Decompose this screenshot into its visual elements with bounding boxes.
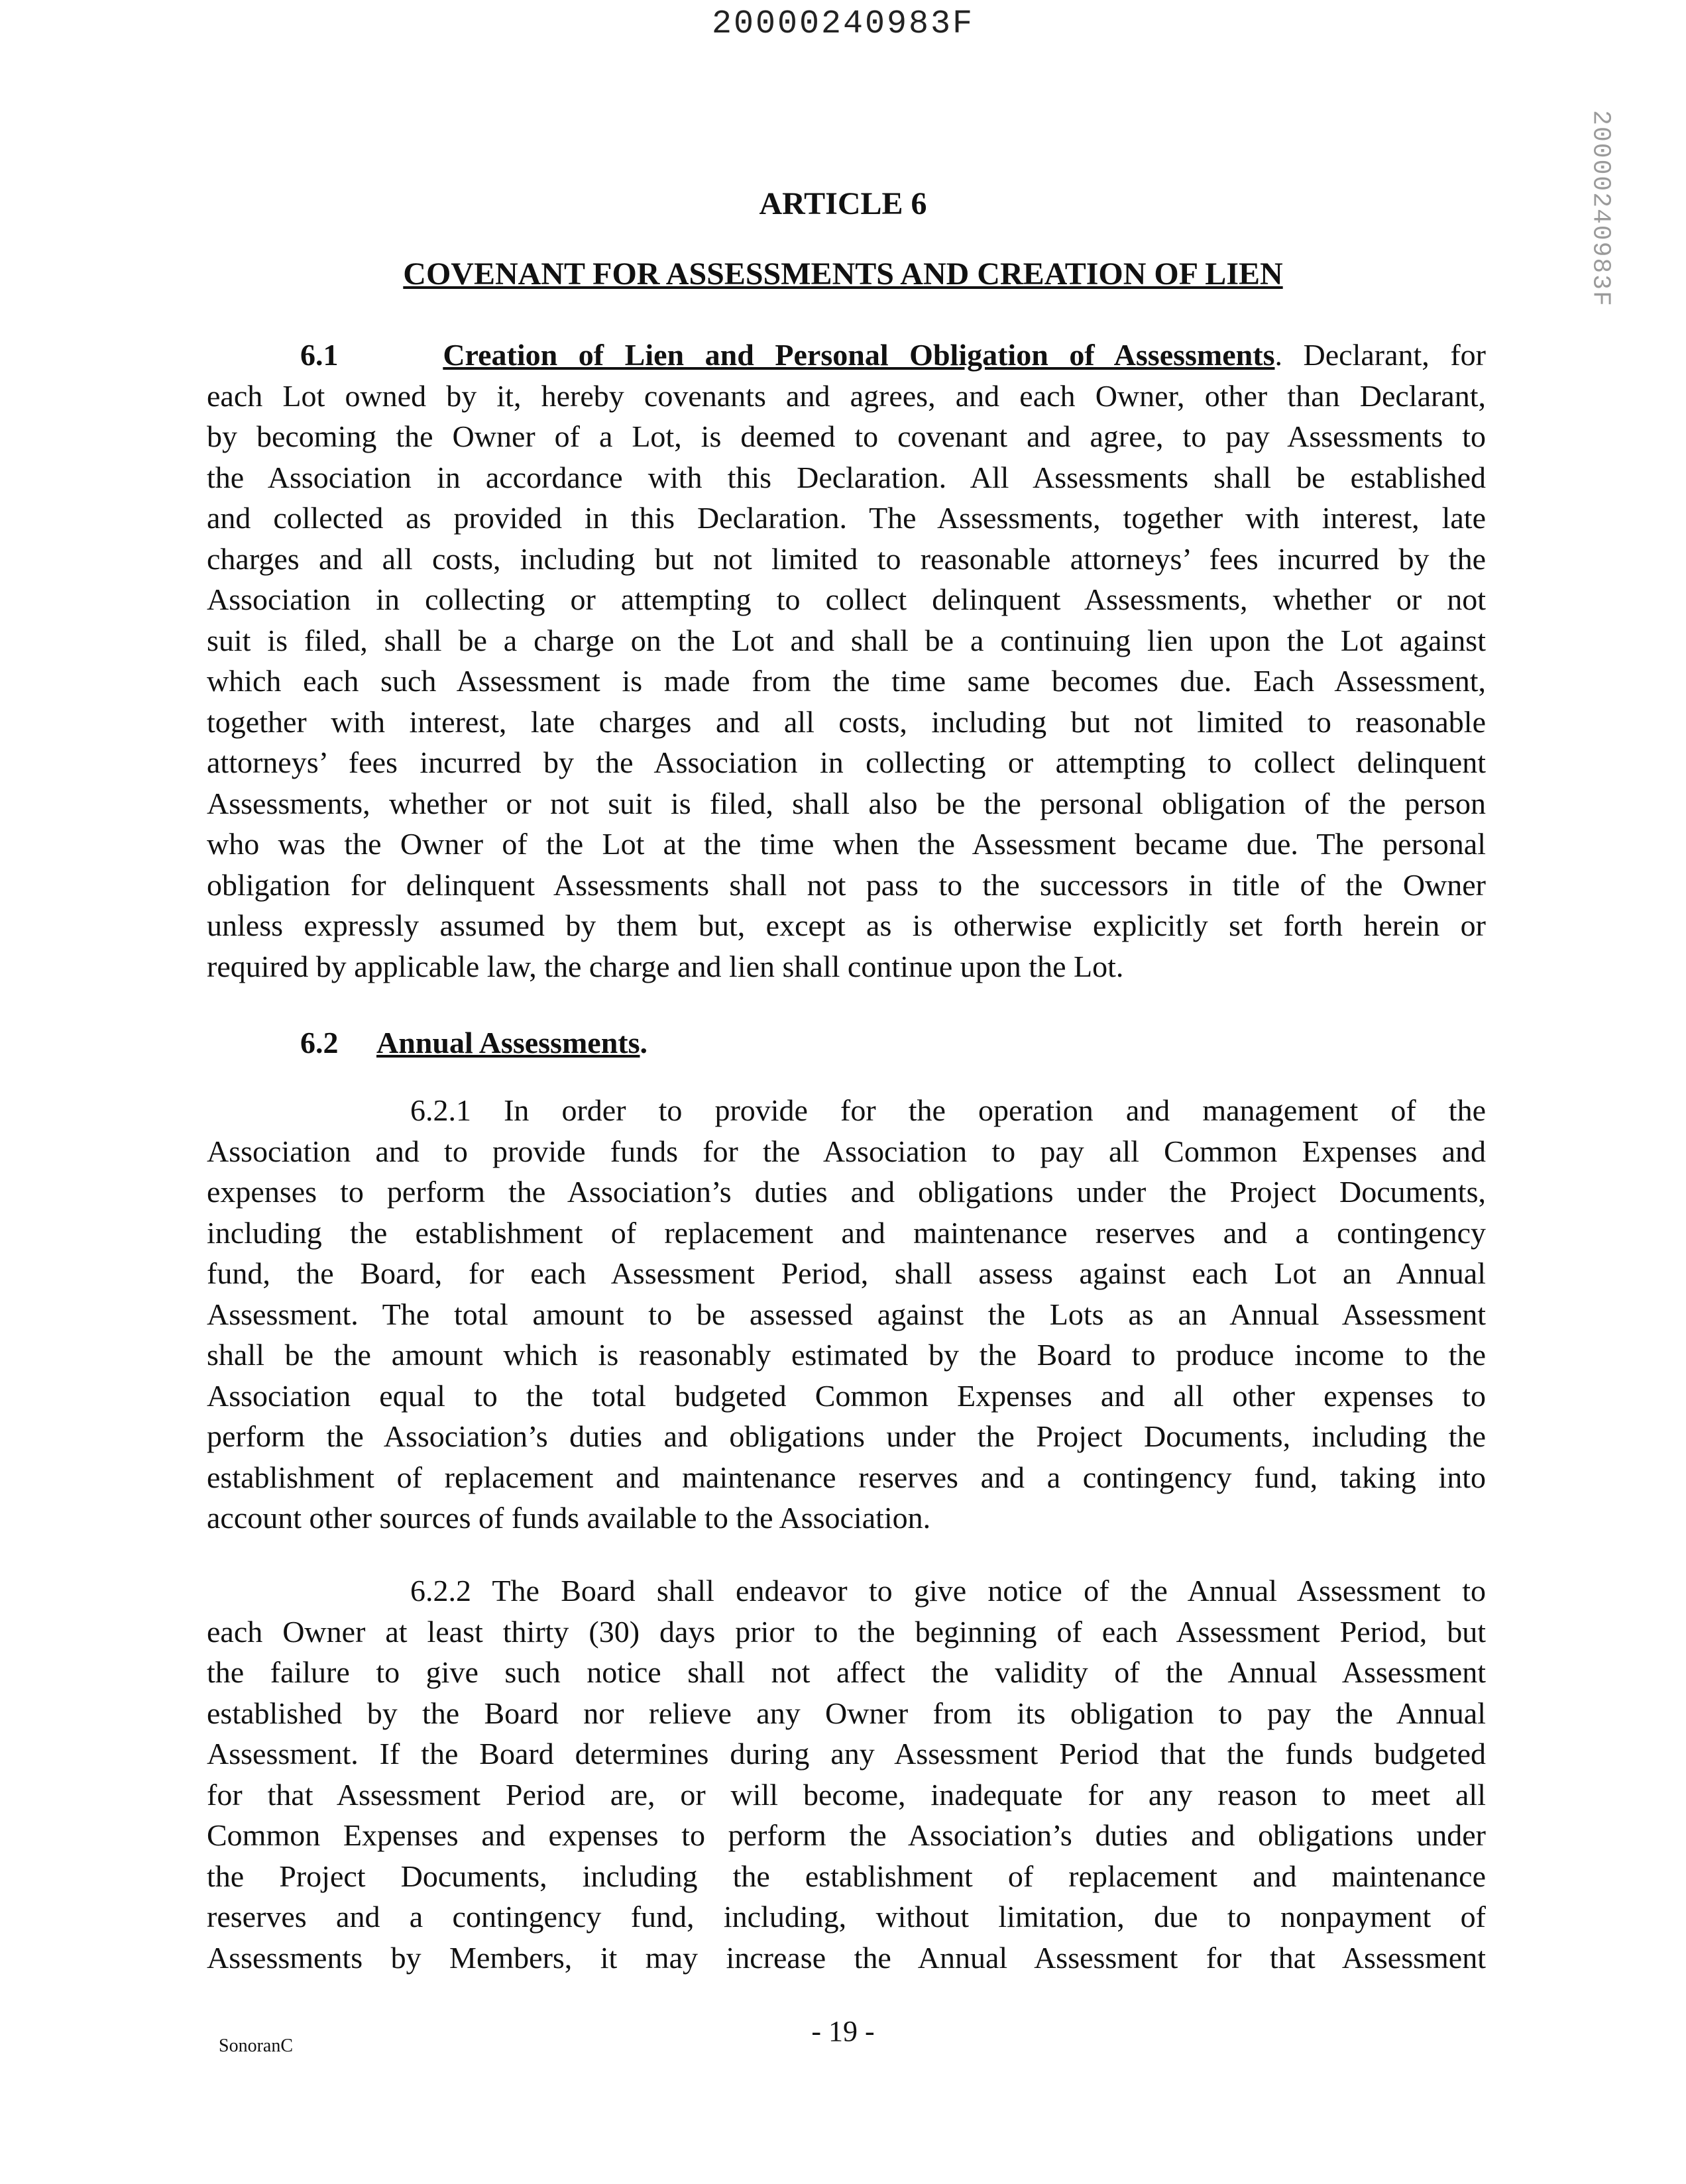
text-line: Assessments, whether or not suit is filed, shall also be the personal obligation of the person: [207, 786, 1486, 820]
text-line: for that Assessment Period are, or will become, inadequate for any reason to meet all: [207, 1777, 1486, 1812]
text-line: Association and to provide funds for the Association to pay all Common Expenses and: [207, 1134, 1486, 1168]
text-line: reserves and a contingency fund, including, without limitation, due to nonpayment of: [207, 1900, 1486, 1934]
text-line: the Project Documents, including the establishment of replacement and maintenance: [207, 1859, 1486, 1893]
text-line: 6.2.1 In order to provide for the operation and management of the: [410, 1093, 1486, 1127]
text-line: account other sources of funds available to the Association.: [207, 1501, 931, 1535]
document-number: 20000240983F: [711, 5, 975, 43]
text-line: together with interest, late charges and all costs, including but not limited to reasonable: [207, 704, 1486, 739]
text-line: which each such Assessment is made from the time same becomes due. Each Assessment,: [207, 664, 1486, 698]
text-line: Association in collecting or attempting to collect delinquent Assessments, whether or not: [207, 582, 1486, 616]
text-line: the failure to give such notice shall not affect the validity of the Annual Assessment: [207, 1655, 1486, 1689]
text-line: Assessments by Members, it may increase the Annual Assessment for that Assessment: [207, 1940, 1486, 1975]
text-line: Association equal to the total budgeted Common Expenses and all other expenses to: [207, 1378, 1486, 1413]
article-subtitle: COVENANT FOR ASSESSMENTS AND CREATION OF LIEN: [403, 256, 1283, 292]
text-line: Common Expenses and expenses to perform the Association’s duties and obligations under: [207, 1818, 1486, 1852]
section-6-1-heading-line: 6.1 Creation of Lien and Personal Obligation of Assessments. Declarant, for: [300, 338, 1486, 372]
text-line: perform the Association’s duties and obligations under the Project Documents, including the: [207, 1419, 1486, 1453]
section-6-2-1: [207, 1090, 1486, 1539]
text-line: shall be the amount which is reasonably estimated by the Board to produce income to the: [207, 1338, 1486, 1372]
text-line: suit is filed, shall be a charge on the Lot and shall be a continuing lien upon the Lot against: [207, 623, 1486, 657]
text-line: each Owner at least thirty (30) days prior to the beginning of each Assessment Period, but: [207, 1614, 1486, 1649]
text-line: charges and all costs, including but not limited to reasonable attorneys’ fees incurred by the: [207, 541, 1486, 576]
text-line: establishment of replacement and maintenance reserves and a contingency fund, taking into: [207, 1460, 1486, 1494]
text-line: Assessment. The total amount to be assessed against the Lots as an Annual Assessment: [207, 1297, 1486, 1331]
text-line: by becoming the Owner of a Lot, is deemed to covenant and agree, to pay Assessments to: [207, 419, 1486, 453]
text-line: obligation for delinquent Assessments shall not pass to the successors in title of the Owner: [207, 867, 1486, 902]
text-line: each Lot owned by it, hereby covenants and agrees, and each Owner, other than Declarant,: [207, 378, 1486, 413]
text-line: including the establishment of replacement and maintenance reserves and a contingency: [207, 1215, 1486, 1250]
text-line: required by applicable law, the charge and lien shall continue upon the Lot.: [207, 949, 1124, 983]
footer-doc-id: SonoranC: [219, 2036, 293, 2056]
text-line: unless expressly assumed by them but, except as is otherwise explicitly set forth herein or: [207, 908, 1486, 942]
section-6-2-heading: 6.2 Annual Assessments.: [300, 1026, 647, 1060]
recording-stamp: 20000240983F: [1586, 110, 1615, 307]
article-title: ARTICLE 6: [759, 186, 927, 221]
text-line: and collected as provided in this Declaration. The Assessments, together with interest, late: [207, 501, 1486, 535]
text-line: fund, the Board, for each Assessment Period, shall assess against each Lot an Annual: [207, 1256, 1486, 1290]
page-number: - 19 -: [811, 2015, 875, 2048]
text-line: 6.2.2 The Board shall endeavor to give notice of the Annual Assessment to: [410, 1574, 1486, 1608]
text-line: who was the Owner of the Lot at the time when the Assessment became due. The personal: [207, 827, 1486, 861]
section-6-1: [207, 335, 1486, 987]
text-line: expenses to perform the Association’s duties and obligations under the Project Documents,: [207, 1175, 1486, 1209]
text-line: the Association in accordance with this Declaration. All Assessments shall be established: [207, 460, 1486, 494]
text-line: attorneys’ fees incurred by the Association in collecting or attempting to collect delinquent: [207, 745, 1486, 779]
section-6-2-2: [207, 1570, 1486, 1978]
text-line: Assessment. If the Board determines during any Assessment Period that the funds budgeted: [207, 1737, 1486, 1771]
text-line: established by the Board nor relieve any Owner from its obligation to pay the Annual: [207, 1696, 1486, 1730]
